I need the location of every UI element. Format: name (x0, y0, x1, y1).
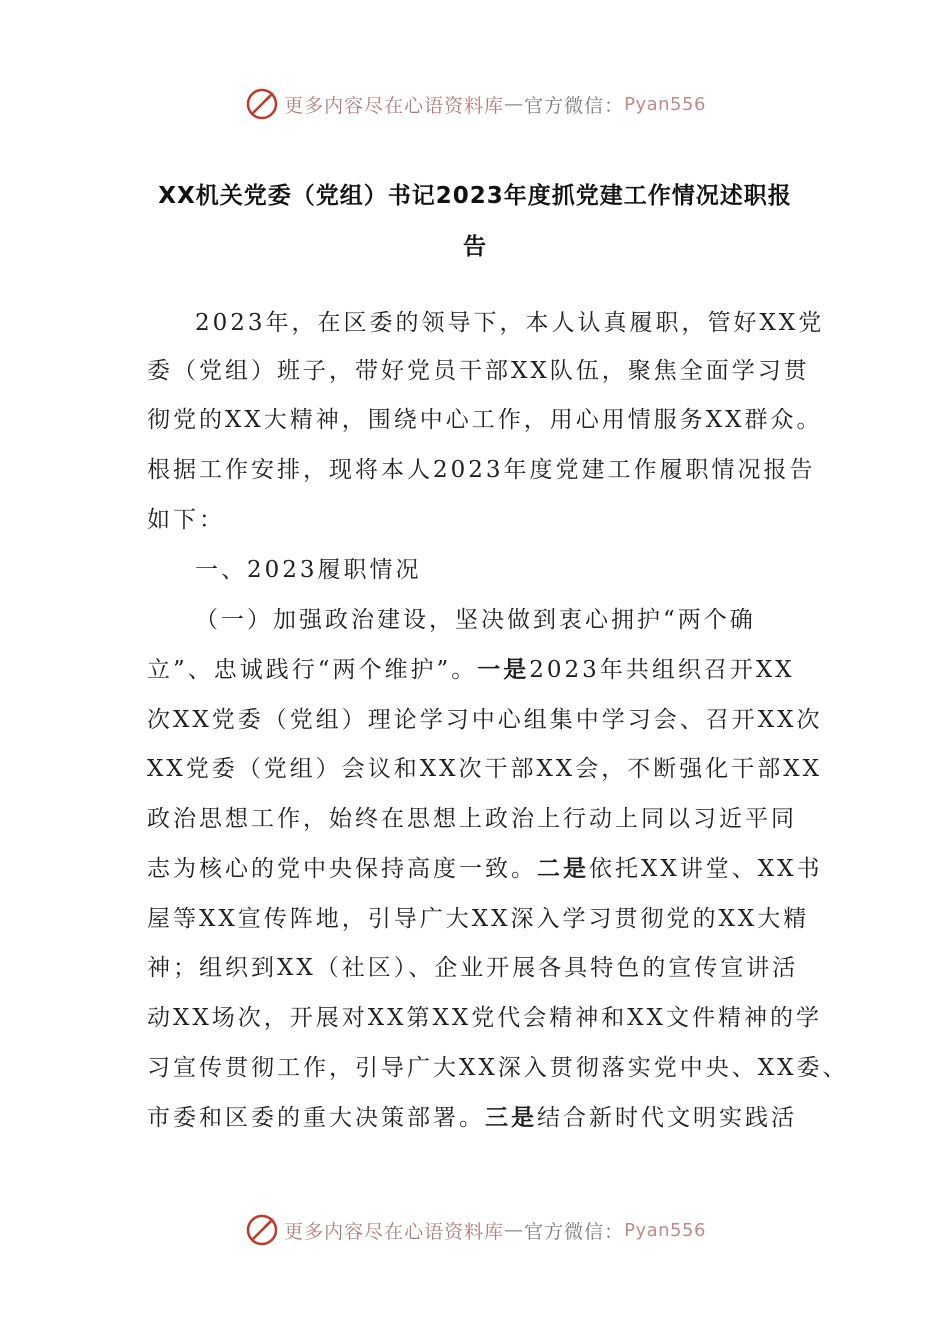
document-title-line-1: XX机关党委（党组）书记2023年度抓党建工作情况述职报 (158, 183, 792, 209)
body-line-9: 动XX场次，开展对XX第XX党代会精神和XX文件精神的学 (147, 1005, 822, 1031)
paragraph-1-line-3: 彻党的XX大精神，围绕中心工作，用心用情服务XX群众。 (147, 407, 823, 433)
watermark-footer (0, 1210, 950, 1250)
keyword-first: 一是 (477, 657, 530, 683)
body-text: 结合新时代文明实践活 (537, 1105, 797, 1131)
watermark-handle: Pyan556 (624, 1219, 706, 1241)
body-line-4: XX党委（党组）会议和XX次干部XX会，不断强化干部XX (147, 756, 822, 782)
watermark-handle: Pyan556 (624, 93, 706, 115)
keyword-second: 二是 (537, 856, 589, 882)
paragraph-1-line-5: 如下： (147, 507, 225, 533)
body-line-7: 屋等XX宣传阵地，引导广大XX深入学习贯彻党的XX大精 (147, 906, 810, 932)
body-text: 依托XX讲堂、XX书 (589, 856, 823, 882)
paragraph-1-line-4: 根据工作安排，现将本人2023年度党建工作履职情况报告 (147, 457, 816, 483)
body-line-3: 次XX党委（党组）理论学习中心组集中学习会、召开XX次 (147, 707, 823, 733)
keyword-third: 三是 (485, 1105, 537, 1131)
body-text: 市委和区委的重大决策部署。 (147, 1105, 485, 1131)
watermark-separator: — (504, 1219, 525, 1241)
watermark-main-text: 更多内容尽在心语资料库 (284, 1220, 505, 1243)
subsection-heading-1: （一）加强政治建设，坚决做到衷心拥护“两个确 (195, 607, 756, 633)
body-text: 立”、忠诚践行“两个维护”。 (147, 657, 478, 683)
watermark-label: 官方微信： (524, 94, 625, 117)
body-line-11 (147, 1103, 797, 1133)
watermark-label: 官方微信： (524, 1220, 625, 1243)
watermark-header (0, 84, 950, 124)
paragraph-1-line-2: 委（党组）班子，带好党员干部XX队伍，聚焦全面学习贯 (147, 358, 810, 384)
document-title-line-2: 告 (463, 234, 487, 260)
watermark-separator: — (504, 93, 525, 115)
body-line-8: 神；组织到XX（社区）、企业开展各具特色的宣传宣讲活 (147, 955, 799, 981)
paragraph-1-line-1: 2023年，在区委的领导下，本人认真履职，管好XX党 (195, 310, 825, 336)
section-heading-1: 一、2023履职情况 (195, 557, 422, 583)
body-line-2 (147, 655, 795, 685)
body-text: 志为核心的党中央保持高度一致。 (147, 856, 537, 882)
quill-logo-icon (244, 1212, 280, 1248)
body-line-5: 政治思想工作，始终在思想上政治上行动上同以习近平同 (147, 806, 797, 832)
watermark-main-text: 更多内容尽在心语资料库 (284, 94, 505, 117)
body-line-6 (147, 854, 823, 884)
body-text: 2023年共组织召开XX (529, 657, 795, 683)
body-line-10: 习宣传贯彻工作，引导广大XX深入贯彻落实党中央、XX委、 (147, 1055, 849, 1081)
quill-logo-icon (244, 86, 280, 122)
